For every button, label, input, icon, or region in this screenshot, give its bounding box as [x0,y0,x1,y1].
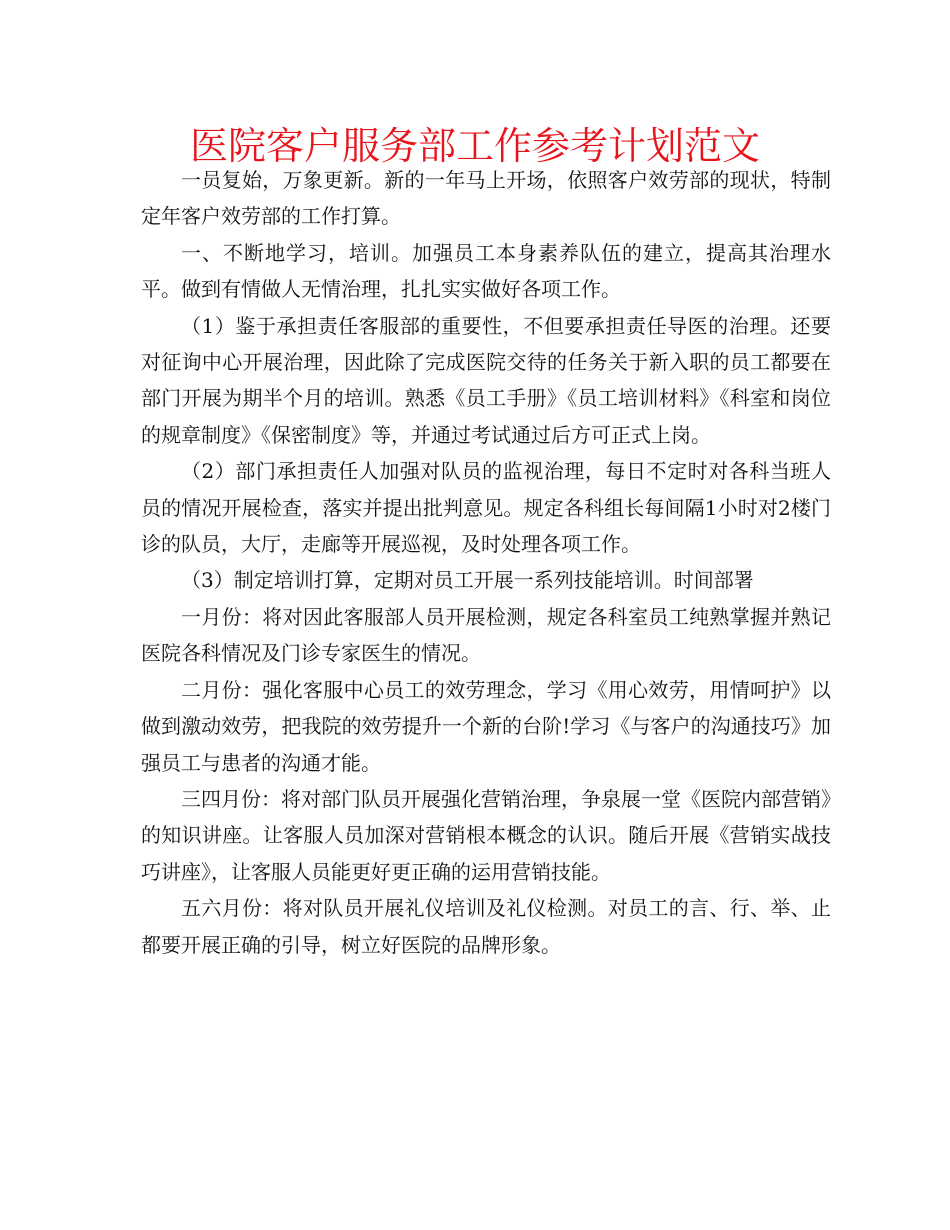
paragraph: 一、不断地学习，培训。加强员工本身素养队伍的建立，提高其治理水平。做到有情做人无情治理，扎扎实实做好各项工作。 [141,240,831,302]
document-title: 医院客户服务部工作参考计划范文 [189,124,760,168]
paragraph: 二月份：强化客服中心员工的效劳理念，学习《用心效劳，用情呵护》以做到激动效劳，把我院的效劳提升一个新的台阶!学习《与客户的沟通技巧》加强员工与患者的沟通才能。 [141,677,831,775]
paragraph: 五六月份：将对队员开展礼仪培训及礼仪检测。对员工的言、行、举、止都要开展正确的引导，树立好医院的品牌形象。 [141,896,831,957]
paragraph: 一月份：将对因此客服部人员开展检测，规定各科室员工纯熟掌握并熟记医院各科情况及门诊专家医生的情况。 [141,604,831,666]
document-body [141,162,831,963]
paragraph: （3）制定培训打算，定期对员工开展一系列技能培训。时间部署 [181,568,754,593]
paragraph: 一员复始，万象更新。新的一年马上开场，依照客户效劳部的现状，特制定年客户效劳部的工作打算。 [141,168,831,229]
paragraph: （1）鉴于承担责任客服部的重要性，不但要承担责任导医的治理。还要对征询中心开展治理，因此除了完成医院交待的任务关于新入职的员工都要在部门开展为期半个月的培训。熟悉《员工手册》《员工培训材料》《科室和岗位的规章制度》《保密制度》等，并通过考试通过后方可正式上岗。 [141,313,831,447]
paragraph: （2）部门承担责任人加强对队员的监视治理，每日不定时对各科当班人员的情况开展检查，落实并提出批判意见。规定各科组长每间隔1小时对2楼门诊的队员，大厅，走廊等开展巡视，及时处理各项工作。 [141,459,831,557]
paragraph: 三四月份：将对部门队员开展强化营销治理，争泉展一堂《医院内部营销》的知识讲座。让客服人员加深对营销根本概念的认识。随后开展《营销实战技巧讲座》，让客服人员能更好更正确的运用营销技能。 [141,786,831,884]
